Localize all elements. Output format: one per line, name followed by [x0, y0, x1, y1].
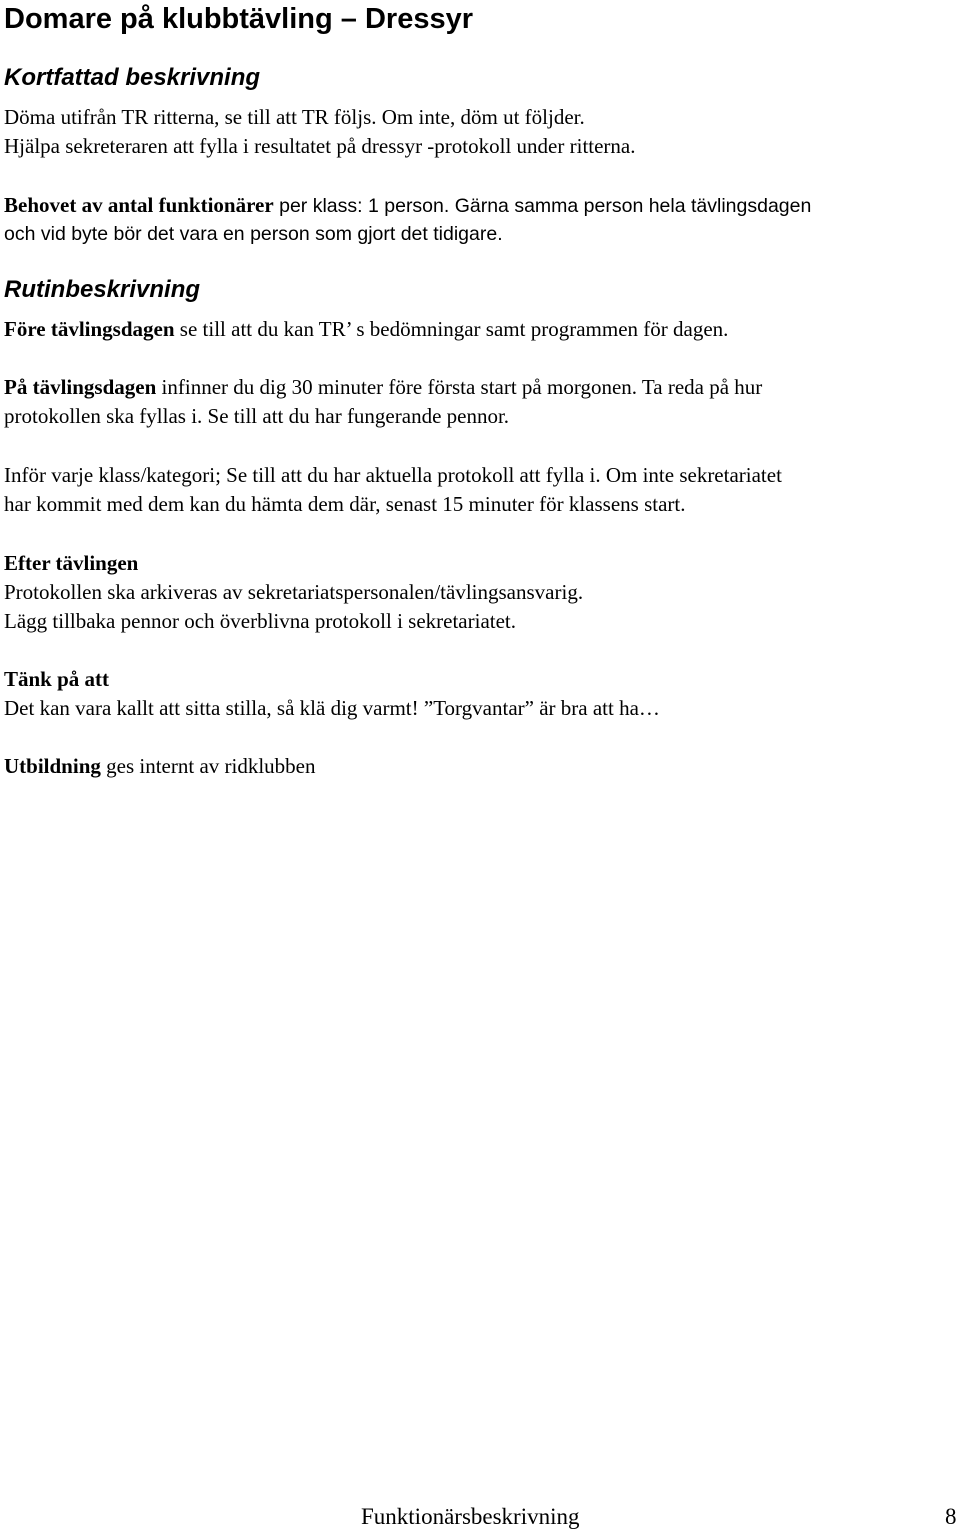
utbildning-label: Utbildning — [4, 754, 101, 778]
behov-label: Behovet av antal funktionärer — [4, 193, 274, 217]
paragraph-line — [4, 373, 762, 402]
subheading-tank: Tänk på att — [4, 667, 110, 691]
section-heading-rutin: Rutinbeskrivning — [4, 276, 201, 303]
pa-label: På tävlingsdagen — [4, 375, 157, 399]
paragraph-line: protokollen ska fyllas i. Se till att du har fungerande pennor. — [4, 404, 510, 428]
paragraph-line: Lägg tillbaka pennor och överblivna protokoll i sekretariatet. — [4, 609, 516, 633]
paragraph-line: Protokollen ska arkiveras av sekretariatspersonalen/tävlingsansvarig. — [4, 580, 584, 604]
paragraph-line: Det kan vara kallt att sitta stilla, så klä dig varmt! ”Torgvantar” är bra att ha… — [4, 696, 660, 720]
paragraph-line: och vid byte bör det vara en person som gjort det tidigare. — [4, 223, 503, 245]
footer-title: Funktionärsbeskrivning — [361, 1504, 580, 1529]
page-title: Domare på klubbtävling – Dressyr — [4, 3, 473, 35]
utbildning-text: ges internt av ridklubben — [100, 754, 316, 778]
paragraph-line — [4, 752, 316, 781]
page-number: 8 — [945, 1504, 957, 1529]
behov-text: per klass: 1 person. Gärna samma person hela tävlingsdagen — [273, 195, 812, 217]
fore-text: se till att du kan TR’ s bedömningar samt programmen för dagen. — [174, 317, 729, 341]
fore-label: Före tävlingsdagen — [4, 317, 175, 341]
paragraph-line — [4, 315, 728, 344]
paragraph-line: Döma utifrån TR ritterna, se till att TR följs. Om inte, döm ut följder. — [4, 105, 585, 129]
paragraph-line: Hjälpa sekreteraren att fylla i resultatet på dressyr -protokoll under ritterna. — [4, 134, 636, 158]
subheading-efter: Efter tävlingen — [4, 551, 139, 575]
paragraph-line: Inför varje klass/kategori; Se till att du har aktuella protokoll att fylla i. Om inte sekretariatet — [4, 463, 782, 487]
section-heading-kortfattad: Kortfattad beskrivning — [4, 64, 261, 91]
pa-text: infinner du dig 30 minuter före första start på morgonen. Ta reda på hur — [156, 375, 763, 399]
paragraph-line — [4, 191, 811, 221]
paragraph-line: har kommit med dem kan du hämta dem där, senast 15 minuter för klassens start. — [4, 492, 686, 516]
